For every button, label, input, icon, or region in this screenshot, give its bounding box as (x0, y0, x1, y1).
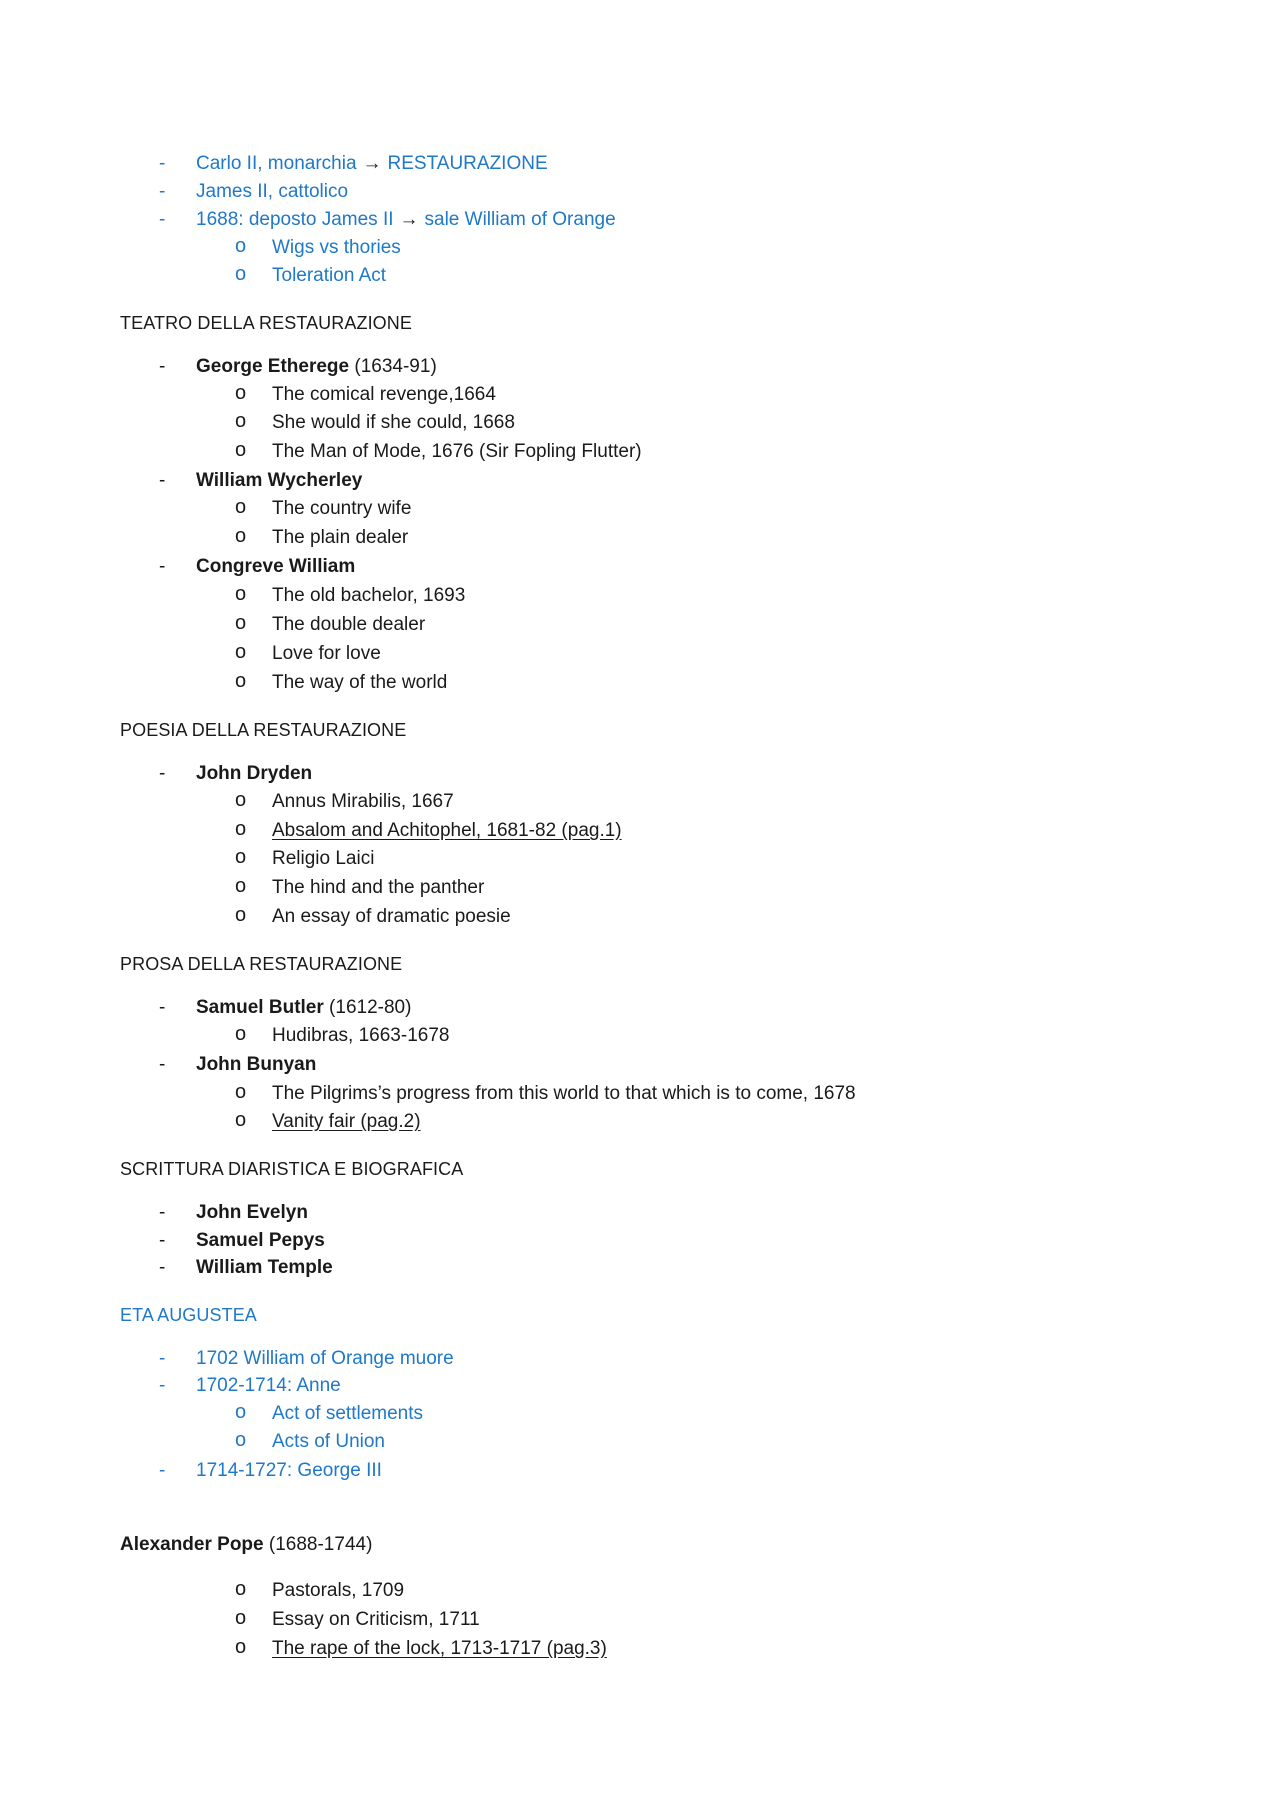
line-text (272, 497, 411, 521)
text-part: (1634-91) (349, 356, 437, 377)
circle-bullet: o (235, 1578, 247, 1600)
line-text (196, 996, 411, 1020)
text-part: Act of settlements (272, 1403, 424, 1424)
line-text (272, 613, 425, 637)
circle-bullet: o (235, 1607, 247, 1629)
bold-name: John Dryden (196, 763, 313, 784)
text-part: The rape of the lock, 1713-1717 (pag.3) (272, 1638, 607, 1659)
line-text (272, 1024, 449, 1048)
line-text (272, 1110, 421, 1134)
text-part: 1714-1727: George III (196, 1460, 382, 1481)
circle-bullet: o (235, 818, 247, 840)
line-text (272, 383, 496, 407)
line-text (272, 526, 408, 550)
text-part: An essay of dramatic poesie (272, 906, 511, 927)
text-part: PROSA DELLA RESTAURAZIONE (120, 954, 403, 974)
circle-bullet: o (235, 1023, 247, 1045)
dash-bullet: - (159, 1257, 166, 1278)
circle-bullet: o (235, 875, 247, 897)
line-text (196, 762, 312, 786)
arrow-right-icon: → (362, 153, 382, 174)
text-part: She would if she could, 1668 (272, 412, 515, 433)
line-text (196, 1374, 341, 1398)
text-part: The Pilgrims’s progress from this world to that which is to come, 1678 (272, 1083, 856, 1104)
line-text (272, 847, 374, 871)
line-text (272, 642, 381, 666)
text-part: The Man of Mode, 1676 (Sir Fopling Flutter) (272, 441, 642, 462)
text-part: Carlo II, monarchia (196, 153, 357, 174)
text-part: TEATRO DELLA RESTAURAZIONE (120, 313, 412, 333)
circle-bullet: o (235, 641, 247, 663)
bold-name: William Wycherley (196, 470, 363, 491)
circle-bullet: o (235, 670, 247, 692)
line-text (272, 411, 515, 435)
text-part: sale William of Orange (424, 209, 616, 230)
bold-name: George Etherege (196, 356, 350, 377)
line-text (272, 905, 511, 929)
text-part: POESIA DELLA RESTAURAZIONE (120, 720, 407, 740)
bold-name: John Bunyan (196, 1054, 317, 1075)
line-text (196, 1459, 382, 1483)
line-text (196, 180, 348, 204)
line-text (272, 236, 401, 260)
bold-name: Samuel Butler (196, 997, 324, 1018)
line-text (120, 1157, 463, 1181)
dash-bullet: - (159, 153, 166, 174)
text-part: Toleration Act (272, 265, 387, 286)
circle-bullet: o (235, 410, 247, 432)
circle-bullet: o (235, 789, 247, 811)
text-part: (1688-1744) (263, 1534, 373, 1555)
line-text (272, 1402, 423, 1426)
dash-bullet: - (159, 1202, 166, 1223)
text-part: ETA AUGUSTEA (120, 1305, 257, 1325)
line-text (196, 1201, 308, 1225)
line-text (120, 1303, 257, 1327)
circle-bullet: o (235, 496, 247, 518)
line-text (272, 584, 465, 608)
line-text (196, 152, 548, 176)
text-part: Acts of Union (272, 1431, 385, 1452)
dash-bullet: - (159, 209, 166, 230)
bold-name: Congreve William (196, 556, 356, 577)
line-text (272, 1082, 856, 1106)
text-part: The plain dealer (272, 527, 409, 548)
text-part: James II, cattolico (196, 181, 349, 202)
circle-bullet: o (235, 846, 247, 868)
line-text (272, 790, 454, 814)
circle-bullet: o (235, 525, 247, 547)
text-part: Essay on Criticism, 1711 (272, 1609, 480, 1630)
line-text (120, 952, 402, 976)
line-text (196, 1053, 316, 1077)
text-part: Vanity fair (pag.2) (272, 1111, 421, 1132)
line-text (120, 311, 412, 335)
dash-bullet: - (159, 1375, 166, 1396)
line-text (272, 440, 642, 464)
text-part: 1702 William of Orange muore (196, 1348, 454, 1369)
text-part: Absalom and Achitophel, 1681-82 (pag.1) (272, 820, 622, 841)
text-part: Religio Laici (272, 848, 375, 869)
text-part: SCRITTURA DIARISTICA E BIOGRAFICA (120, 1159, 464, 1179)
dash-bullet: - (159, 181, 166, 202)
dash-bullet: - (159, 1230, 166, 1251)
circle-bullet: o (235, 612, 247, 634)
circle-bullet: o (235, 904, 247, 926)
circle-bullet: o (235, 583, 247, 605)
text-part: 1702-1714: Anne (196, 1375, 341, 1396)
text-part: The double dealer (272, 614, 426, 635)
line-text (272, 819, 622, 843)
text-part: (1612-80) (323, 997, 412, 1018)
line-text (272, 671, 447, 695)
circle-bullet: o (235, 235, 247, 257)
circle-bullet: o (235, 439, 247, 461)
line-text (272, 1608, 480, 1632)
dash-bullet: - (159, 763, 166, 784)
line-text (196, 1347, 454, 1371)
line-text (272, 1579, 404, 1603)
circle-bullet: o (235, 1429, 247, 1451)
text-part: 1688: deposto James II (196, 209, 394, 230)
line-text (120, 1533, 372, 1557)
text-part: The old bachelor, 1693 (272, 585, 466, 606)
text-part: The comical revenge,1664 (272, 384, 496, 405)
dash-bullet: - (159, 1348, 166, 1369)
text-part: The country wife (272, 498, 412, 519)
text-part: Annus Mirabilis, 1667 (272, 791, 454, 812)
line-text (272, 1637, 607, 1661)
text-part: RESTAURAZIONE (387, 153, 548, 174)
circle-bullet: o (235, 382, 247, 404)
text-part: Pastorals, 1709 (272, 1580, 405, 1601)
circle-bullet: o (235, 1636, 247, 1658)
line-text (272, 876, 484, 900)
line-text (196, 1229, 325, 1253)
line-text (196, 469, 362, 493)
circle-bullet: o (235, 263, 247, 285)
bold-name: John Evelyn (196, 1202, 308, 1223)
dash-bullet: - (159, 1460, 166, 1481)
line-text (196, 555, 355, 579)
text-part: Hudibras, 1663-1678 (272, 1025, 450, 1046)
line-text (196, 355, 437, 379)
circle-bullet: o (235, 1109, 247, 1131)
line-text (120, 718, 406, 742)
text-part: Wigs vs thories (272, 237, 401, 258)
line-text (196, 1256, 333, 1280)
dash-bullet: - (159, 356, 166, 377)
dash-bullet: - (159, 1054, 166, 1075)
line-text (272, 264, 386, 288)
bold-name: Samuel Pepys (196, 1230, 325, 1251)
text-part: Love for love (272, 643, 381, 664)
bold-name: William Temple (196, 1257, 333, 1278)
line-text (196, 208, 616, 232)
dash-bullet: - (159, 470, 166, 491)
arrow-right-icon: → (399, 209, 419, 230)
circle-bullet: o (235, 1401, 247, 1423)
dash-bullet: - (159, 556, 166, 577)
bold-name: Alexander Pope (120, 1534, 264, 1555)
line-text (272, 1430, 385, 1454)
text-part: The way of the world (272, 672, 448, 693)
text-part: The hind and the panther (272, 877, 485, 898)
dash-bullet: - (159, 997, 166, 1018)
circle-bullet: o (235, 1081, 247, 1103)
